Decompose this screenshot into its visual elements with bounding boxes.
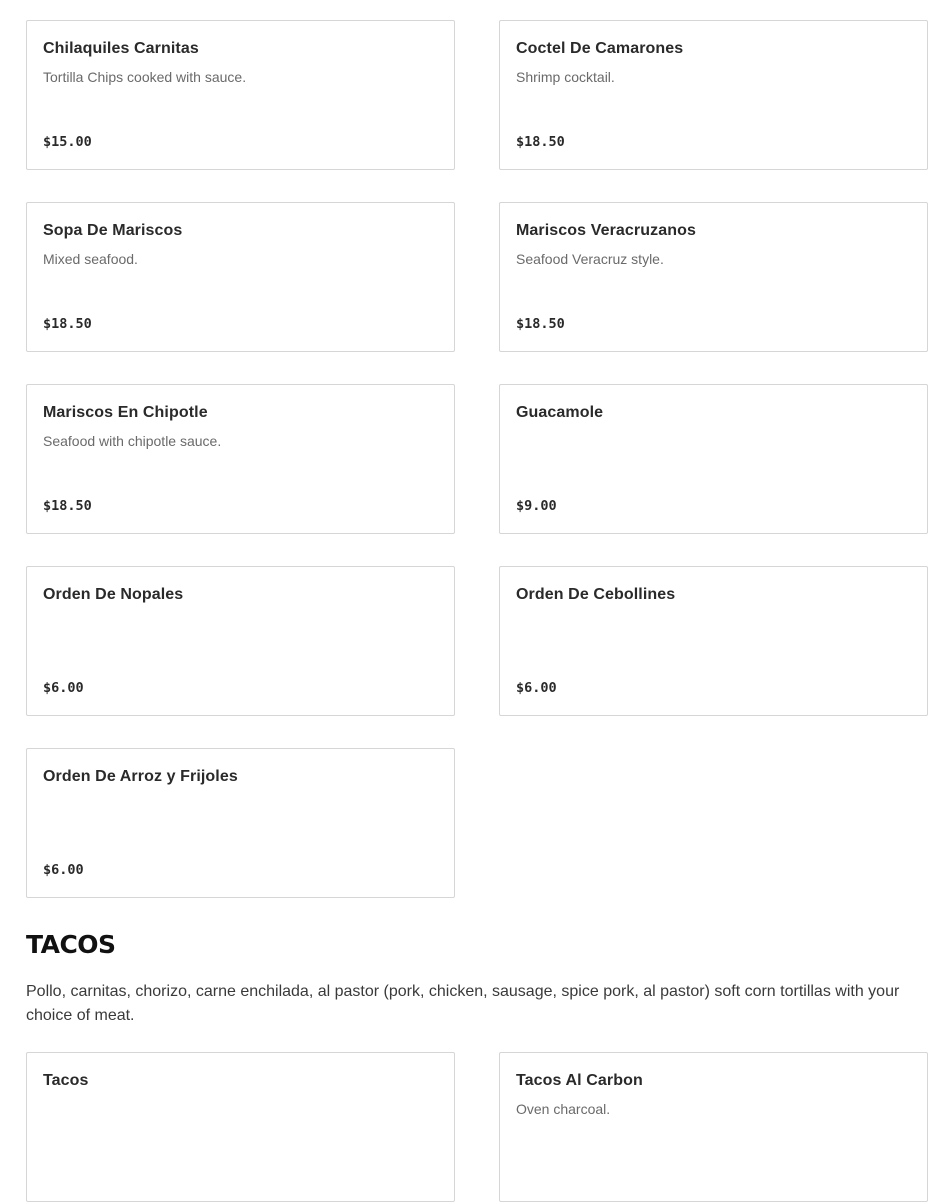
item-price: $6.00: [43, 680, 84, 696]
item-name: Guacamole: [516, 404, 604, 421]
menu-item-card[interactable]: [499, 202, 928, 352]
menu-item-card[interactable]: [499, 1052, 928, 1202]
item-name: Coctel De Camarones: [516, 40, 684, 57]
menu-item-card[interactable]: [26, 384, 455, 534]
item-name: Orden De Cebollines: [516, 586, 676, 603]
section-description: Pollo, carnitas, chorizo, carne enchilada, al pastor (pork, chicken, sausage, spice pork, al pastor) soft corn tortillas with your choice of meat.: [26, 983, 900, 1024]
menu-item-card[interactable]: [26, 1052, 455, 1202]
item-name: Orden De Arroz y Frijoles: [43, 768, 238, 785]
item-name: Mariscos En Chipotle: [43, 404, 208, 421]
item-description: Tortilla Chips cooked with sauce.: [43, 69, 247, 85]
tacos-section: [26, 930, 928, 1202]
tacos-item-grid: [26, 1052, 928, 1202]
item-description: Seafood Veracruz style.: [516, 251, 664, 267]
item-description: Oven charcoal.: [516, 1101, 611, 1117]
item-description: Shrimp cocktail.: [516, 69, 615, 85]
item-price: $9.00: [516, 498, 557, 514]
menu-item-card[interactable]: [499, 384, 928, 534]
item-price: $18.50: [43, 316, 92, 332]
item-description: Mixed seafood.: [43, 251, 138, 267]
menu-item-grid: [26, 20, 928, 898]
section-title: TACOS: [26, 930, 116, 959]
menu-item-card[interactable]: [499, 566, 928, 716]
item-name: Sopa De Mariscos: [43, 222, 183, 239]
item-description: Seafood with chipotle sauce.: [43, 433, 222, 449]
item-price: $18.50: [43, 498, 92, 514]
item-name: Chilaquiles Carnitas: [43, 40, 199, 57]
menu-item-card[interactable]: [26, 748, 455, 898]
item-price: $6.00: [516, 680, 557, 696]
item-price: $18.50: [516, 316, 565, 332]
menu-item-card[interactable]: [26, 566, 455, 716]
menu-page: [26, 20, 928, 1202]
item-price: $15.00: [43, 134, 92, 150]
menu-item-card[interactable]: [26, 202, 455, 352]
item-name: Orden De Nopales: [43, 586, 184, 603]
item-name: Tacos: [43, 1072, 89, 1089]
menu-item-card[interactable]: [26, 20, 455, 170]
item-price: $18.50: [516, 134, 565, 150]
item-name: Tacos Al Carbon: [516, 1072, 643, 1089]
menu-item-card[interactable]: [499, 20, 928, 170]
item-name: Mariscos Veracruzanos: [516, 222, 696, 239]
item-price: $6.00: [43, 862, 84, 878]
